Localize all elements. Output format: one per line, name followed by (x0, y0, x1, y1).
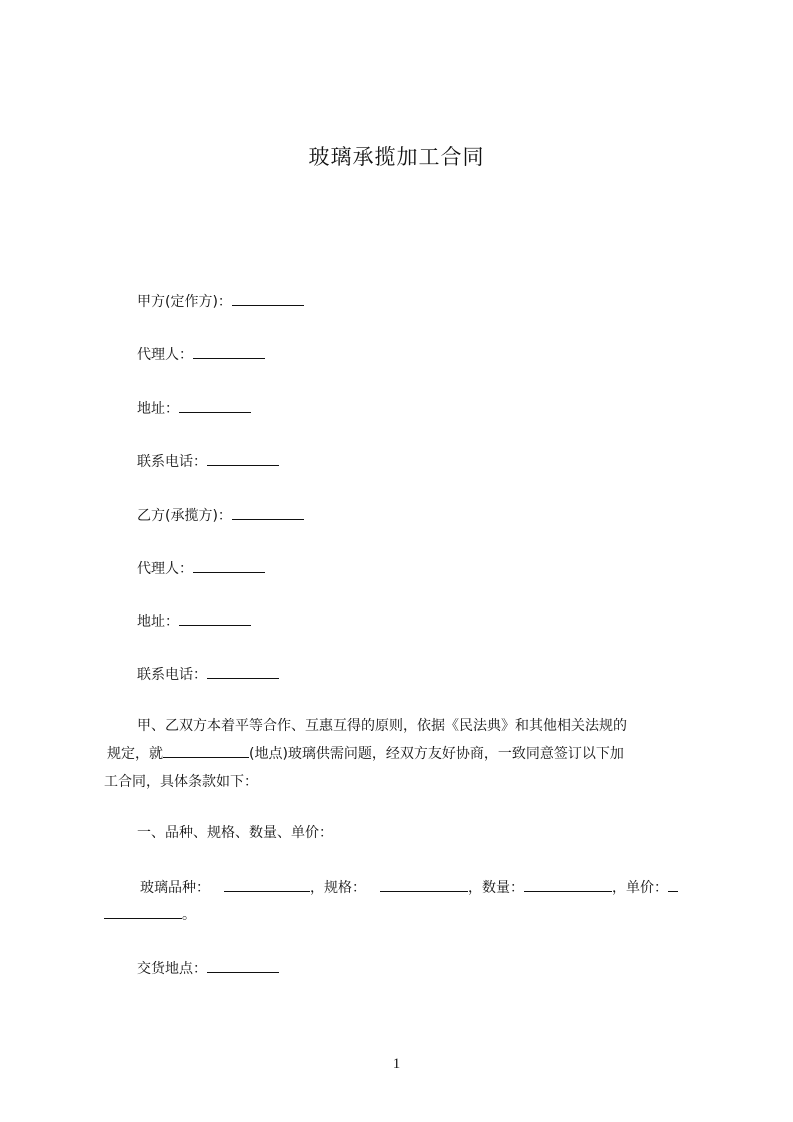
party-a-label: 甲方(定作方)： (137, 294, 232, 310)
party-a-phone-blank[interactable] (207, 451, 279, 466)
delivery-label: 交货地点： (137, 961, 207, 977)
end-mark: 。 (182, 907, 196, 923)
party-a-line (137, 291, 304, 312)
party-a-phone-line (137, 451, 279, 472)
document-title: 玻璃承揽加工合同 (308, 145, 485, 169)
preamble-line-2 (104, 740, 700, 768)
party-a-phone-label: 联系电话： (137, 454, 207, 470)
party-b-phone-blank[interactable] (207, 664, 279, 679)
preamble-line-2-start: 规定，就 (107, 746, 163, 762)
preamble-line-1: 甲、乙双方本着平等合作、互惠互得的原则，依据《民法典》和其他相关法规的 (137, 718, 627, 734)
variety-label: 玻璃品种： (140, 880, 210, 896)
location-blank[interactable] (163, 743, 249, 758)
spec-label: ，规格： (310, 880, 366, 896)
party-b-agent-line (137, 558, 265, 579)
party-a-address-line (137, 398, 251, 419)
section-1-fields-line (140, 877, 678, 898)
party-a-address-blank[interactable] (179, 398, 251, 413)
party-a-blank[interactable] (232, 291, 304, 306)
party-a-agent-line (137, 344, 265, 365)
party-b-address-label: 地址： (137, 614, 179, 630)
party-b-label: 乙方(承揽方)： (137, 508, 232, 524)
quantity-blank[interactable] (524, 877, 612, 892)
party-a-agent-label: 代理人： (137, 347, 193, 363)
party-b-agent-label: 代理人： (137, 561, 193, 577)
quantity-label: ，数量： (468, 880, 524, 896)
party-b-address-line (137, 611, 251, 632)
preamble-paragraph (104, 712, 700, 796)
section-1-heading: 一、品种、规格、数量、单价： (137, 825, 333, 841)
delivery-location-line (137, 958, 279, 979)
delivery-blank[interactable] (207, 958, 279, 973)
price-blank-continued[interactable] (104, 904, 182, 919)
spec-blank[interactable] (380, 877, 468, 892)
preamble-line-3: 工合同，具体条款如下： (104, 774, 258, 790)
section-1-fields-line-2 (104, 904, 196, 925)
party-b-phone-line (137, 664, 279, 685)
party-b-address-blank[interactable] (179, 611, 251, 626)
price-label: ，单价： (612, 880, 668, 896)
party-a-agent-blank[interactable] (193, 344, 265, 359)
party-a-address-label: 地址： (137, 401, 179, 417)
party-b-blank[interactable] (232, 505, 304, 520)
preamble-line-2-end: (地点)玻璃供需问题，经双方友好协商，一致同意签订以下加 (249, 746, 624, 762)
party-b-agent-blank[interactable] (193, 558, 265, 573)
variety-blank[interactable] (224, 877, 310, 892)
party-b-line (137, 505, 304, 526)
page-number: 1 (392, 1056, 401, 1072)
party-b-phone-label: 联系电话： (137, 667, 207, 683)
price-blank-start[interactable] (668, 877, 678, 892)
